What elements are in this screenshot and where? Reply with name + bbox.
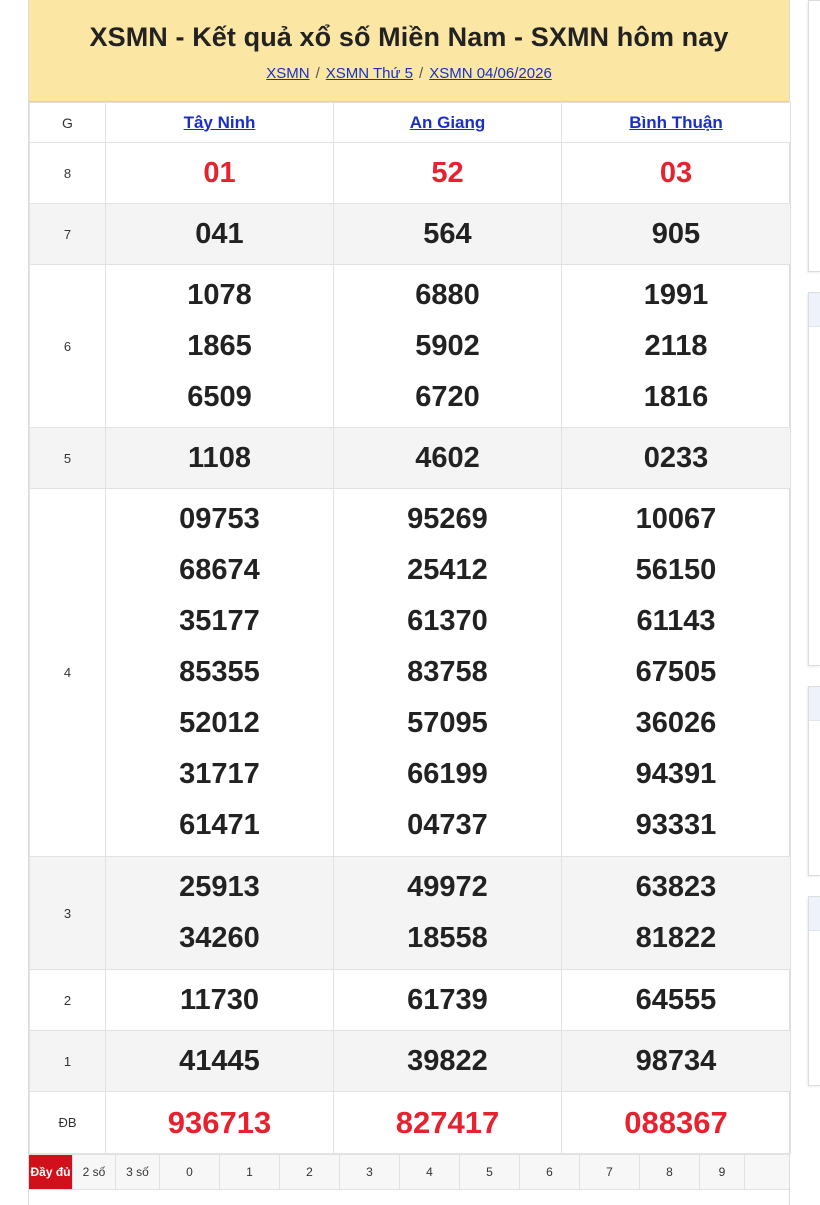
- prize-label: ĐB: [30, 1092, 106, 1154]
- filter-button[interactable]: 2: [280, 1155, 340, 1189]
- prize-cell: [334, 857, 562, 970]
- prize-number: 61739: [407, 983, 488, 1016]
- filter-button[interactable]: 6: [520, 1155, 580, 1189]
- special-prize-number: 936713: [167, 1105, 272, 1140]
- prize-number: 1991: [643, 278, 709, 311]
- province-header-tay-ninh: [106, 103, 334, 143]
- prize-cell: [562, 143, 791, 204]
- filter-button[interactable]: 8: [640, 1155, 700, 1189]
- prize-number: 6509: [187, 380, 252, 413]
- prize-column-header: G: [30, 103, 106, 143]
- prize-number: 25913: [179, 871, 260, 903]
- province-link-an-giang[interactable]: An Giang: [409, 112, 486, 132]
- prize-number: 1865: [187, 329, 252, 362]
- prize-number: 0233: [643, 441, 709, 474]
- prize-row: [30, 857, 791, 970]
- prize-number: 09753: [179, 503, 260, 535]
- prize-number: 041: [195, 217, 244, 250]
- prize-number: 52012: [179, 707, 260, 739]
- prize-number: 01: [203, 156, 236, 189]
- prize-number: 94391: [635, 758, 717, 790]
- prize-number: 98734: [635, 1044, 717, 1077]
- prize-number: 56150: [635, 554, 717, 586]
- prize-cell: [334, 428, 562, 489]
- province-header-an-giang: [334, 103, 562, 143]
- prize-number: 66199: [407, 758, 488, 790]
- prize-cell: [334, 265, 562, 428]
- filter-button[interactable]: 4: [400, 1155, 460, 1189]
- prize-row: [30, 489, 791, 857]
- filter-button-full[interactable]: Đầy đủ: [29, 1155, 73, 1189]
- prize-row: [30, 1031, 791, 1092]
- prize-number: 6880: [415, 278, 480, 311]
- prize-cell: [106, 1092, 334, 1154]
- filter-button[interactable]: 5: [460, 1155, 520, 1189]
- prize-cell: [562, 1031, 791, 1092]
- filter-button[interactable]: 3: [340, 1155, 400, 1189]
- prize-row: [30, 204, 791, 265]
- prize-number: 10067: [635, 503, 717, 535]
- prize-number: 03: [659, 156, 693, 189]
- table-header-row: [30, 103, 791, 143]
- prize-cell: [106, 265, 334, 428]
- prize-number: 68674: [179, 554, 260, 586]
- results-header: [29, 0, 789, 102]
- breadcrumb-xsmn-date[interactable]: XSMN 04/06/2026: [429, 65, 552, 82]
- filter-button[interactable]: 7: [580, 1155, 640, 1189]
- prize-cell: [106, 489, 334, 857]
- prize-cell: [562, 265, 791, 428]
- prize-cell: [562, 489, 791, 857]
- prize-number: 18558: [407, 922, 488, 954]
- prize-cell: [334, 1092, 562, 1154]
- prize-number: 11730: [179, 983, 260, 1016]
- prize-row: [30, 143, 791, 204]
- prize-number: 1816: [643, 380, 709, 413]
- prize-number: 83758: [407, 656, 488, 688]
- prize-number: 2118: [644, 329, 708, 362]
- side-widget-header: [809, 687, 820, 721]
- results-table-body: [30, 103, 791, 1154]
- special-prize-number: 827417: [395, 1105, 500, 1140]
- prize-number: 39822: [407, 1044, 488, 1077]
- prize-number: 5902: [415, 329, 480, 362]
- breadcrumb-separator: /: [315, 65, 320, 82]
- filter-button[interactable]: 1: [220, 1155, 280, 1189]
- prize-label: 1: [30, 1031, 106, 1092]
- prize-cell: [106, 428, 334, 489]
- prize-row: [30, 970, 791, 1031]
- prize-number: 52: [431, 156, 464, 189]
- prize-row: [30, 265, 791, 428]
- breadcrumb-separator: /: [419, 65, 424, 82]
- prize-cell: [106, 1031, 334, 1092]
- prize-number: 57095: [407, 707, 488, 739]
- prize-number: 49972: [407, 871, 488, 903]
- prize-cell: [562, 428, 791, 489]
- breadcrumb: [29, 65, 789, 82]
- prize-row: [30, 1092, 791, 1154]
- prize-cell: [334, 204, 562, 265]
- prize-cell: [106, 857, 334, 970]
- prize-number: 63823: [635, 871, 717, 903]
- side-widget: [808, 686, 820, 876]
- prize-label: 4: [30, 489, 106, 857]
- digit-filter-bar: [29, 1154, 789, 1190]
- prize-cell: [106, 204, 334, 265]
- prize-cell: [562, 970, 791, 1031]
- prize-number: 81822: [635, 922, 717, 954]
- results-table: [29, 102, 791, 1154]
- prize-number: 64555: [635, 983, 717, 1016]
- prize-cell: [334, 1031, 562, 1092]
- prize-number: 04737: [407, 809, 488, 841]
- prize-number: 61370: [407, 605, 488, 637]
- side-widget-header: [809, 897, 820, 931]
- prize-number: 35177: [179, 605, 260, 637]
- prize-number: 4602: [415, 441, 480, 474]
- results-panel: [28, 0, 790, 1205]
- side-widget: [808, 0, 820, 272]
- province-link-tay-ninh[interactable]: Tây Ninh: [183, 112, 256, 132]
- prize-number: 61471: [179, 809, 260, 841]
- prize-cell: [562, 204, 791, 265]
- prize-cell: [334, 143, 562, 204]
- filter-button[interactable]: 0: [160, 1155, 220, 1189]
- page-title: XSMN - Kết quả xổ số Miền Nam - SXMN hôm nay: [89, 22, 729, 52]
- filter-button[interactable]: 2 số: [73, 1155, 116, 1189]
- prize-number: 36026: [635, 707, 717, 739]
- prize-cell: [106, 143, 334, 204]
- prize-number: 1108: [188, 441, 251, 474]
- side-widget: [808, 896, 820, 1086]
- breadcrumb-xsmn[interactable]: XSMN: [266, 65, 310, 82]
- prize-label: 2: [30, 970, 106, 1031]
- side-widget: [808, 292, 820, 666]
- prize-number: 67505: [635, 656, 717, 688]
- province-header-binh-thuan: [562, 103, 791, 143]
- side-widget-header: [809, 293, 820, 327]
- filter-button[interactable]: 3 số: [116, 1155, 160, 1189]
- prize-number: 95269: [407, 503, 488, 535]
- prize-number: 1078: [187, 278, 252, 311]
- filter-button[interactable]: 9: [700, 1155, 745, 1189]
- prize-number: 905: [651, 217, 701, 250]
- province-link-binh-thuan[interactable]: Bình Thuận: [629, 112, 723, 132]
- prize-number: 41445: [179, 1044, 260, 1077]
- prize-number: 25412: [407, 554, 488, 586]
- prize-cell: [334, 489, 562, 857]
- special-prize-number: 088367: [624, 1105, 728, 1140]
- prize-cell: [562, 1092, 791, 1154]
- prize-number: 34260: [179, 922, 260, 954]
- prize-cell: [106, 970, 334, 1031]
- prize-cell: [562, 857, 791, 970]
- prize-number: 564: [423, 217, 472, 250]
- prize-number: 61143: [636, 605, 716, 637]
- prize-cell: [334, 970, 562, 1031]
- breadcrumb-xsmn-thu-5[interactable]: XSMN Thứ 5: [325, 65, 414, 82]
- prize-number: 85355: [179, 656, 260, 688]
- prize-label: 3: [30, 857, 106, 970]
- prize-label: 5: [30, 428, 106, 489]
- prize-row: [30, 428, 791, 489]
- prize-number: 6720: [415, 380, 480, 413]
- prize-number: 93331: [635, 809, 717, 841]
- prize-number: 31717: [179, 758, 260, 790]
- prize-label: 8: [30, 143, 106, 204]
- prize-label: 6: [30, 265, 106, 428]
- prize-label: 7: [30, 204, 106, 265]
